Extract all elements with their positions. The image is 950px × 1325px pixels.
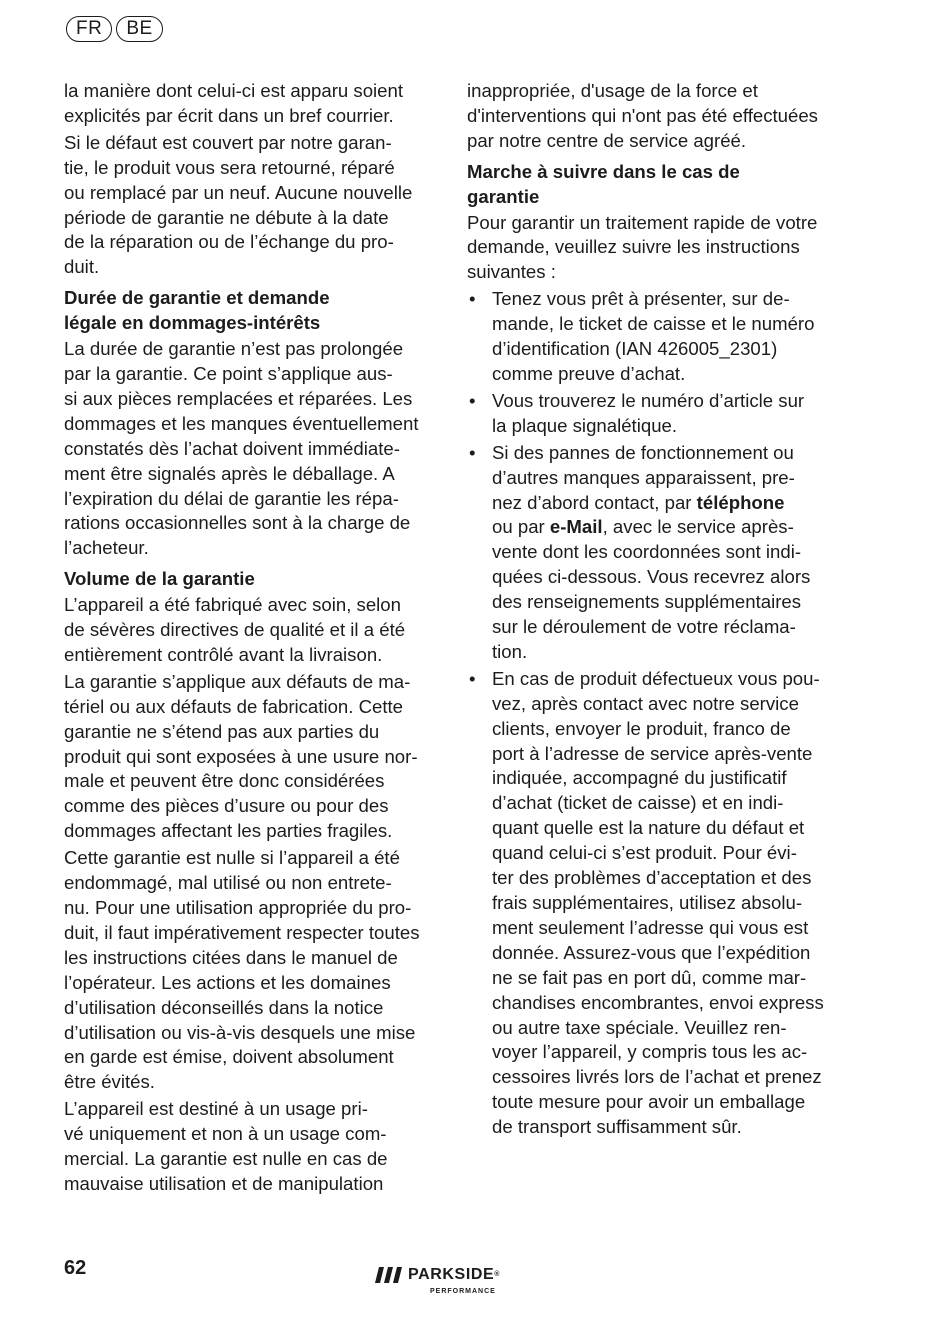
- list-item-text: ou par: [492, 516, 545, 538]
- bullet-icon: •: [469, 667, 476, 689]
- bullet-icon: •: [469, 389, 476, 411]
- list-item: [467, 287, 833, 387]
- list-item: [467, 441, 833, 665]
- language-badge-fr: FR: [66, 16, 112, 42]
- instructions-list: [467, 287, 833, 1140]
- emphasis-email: e-Mail: [549, 516, 603, 538]
- logo-brand-text: PARKSIDE: [408, 1266, 495, 1283]
- logo-subtitle: PERFORMANCE: [430, 1288, 496, 1295]
- page-number: 62: [64, 1257, 87, 1279]
- list-item-text: Si des pannes de fonctionnement ou d’autres manques apparaissent, pre- nez d’abord contact, par: [492, 441, 795, 513]
- paragraph: Si le défaut est couvert par notre garan- tie, le produit vous sera retourné, réparé ou remplacé par un neuf. Aucune nouvelle période de garantie ne débute à la date de la réparation ou de l’échange du pro- duit.: [64, 131, 413, 278]
- left-column: [64, 79, 432, 1199]
- paragraph: La garantie s’applique aux défauts de ma- tériel ou aux défauts de fabrication. Cette garantie ne s’étend pas aux parties du produit qui sont exposées à une usure nor- male et peuvent être donc considérées comme des pièces d’usure ou pour des dommages affectant les parties fragiles.: [64, 670, 418, 842]
- paragraph: La durée de garantie n’est pas prolongée par la garantie. Ce point s’applique aus- si aux pièces remplacées et réparées. Les dommages et les manques éventuellement constatés dès l’achat doivent immédiate- ment être signalés après le déballage. A l’expiration du délai de garantie les répa- rations occasionnelles sont à la charge de l’acheteur.: [64, 338, 419, 559]
- list-item-text: , avec le service après- vente dont les coordonnées sont indi- quées ci-dessous. Vous recevrez alors des renseignements supplémentaires sur le déroulement de votre réclama- tion.: [492, 516, 811, 662]
- bullet-icon: •: [469, 288, 476, 310]
- language-badge-be: BE: [116, 16, 162, 42]
- logo-registered-mark: ®: [494, 1271, 501, 1278]
- section-heading-volume-garantie: Volume de la garantie: [64, 568, 255, 590]
- section-heading-marche-a-suivre: Marche à suivre dans le cas de garantie: [467, 160, 740, 207]
- paragraph: Cette garantie est nulle si l’appareil a été endommagé, mal utilisé ou non entrete- nu. Pour une utilisation appropriée du pro- duit, il faut impérativement respecter toutes les instructions citées dans le manuel de l’opérateur. Les actions et les domaines d’utilisation déconseillés dans la notice d’utilisation ou vis-à-vis desquels une mise en garde est émise, doivent absolument être évités.: [64, 847, 420, 1093]
- right-column: [467, 79, 833, 1142]
- paragraph: Pour garantir un traitement rapide de votre demande, veuillez suivre les instructions suivantes :: [467, 211, 818, 283]
- paragraph: la manière dont celui-ci est apparu soient explicités par écrit dans un bref courrier.: [64, 80, 404, 126]
- list-item: [467, 667, 833, 1140]
- parkside-logo: [375, 1266, 525, 1298]
- paragraph: inappropriée, d'usage de la force et d'interventions qui n'ont pas été effectuées par notre centre de service agréé.: [467, 80, 818, 151]
- list-item-text: Vous trouverez le numéro d’article sur la plaque signalétique.: [492, 389, 805, 436]
- section-heading-duree-garantie: Durée de garantie et demande légale en dommages-intérêts: [64, 287, 330, 334]
- emphasis-telephone: téléphone: [696, 491, 785, 513]
- paragraph: L’appareil a été fabriqué avec soin, selon de sévères directives de qualité et il a été entièrement contrôlé avant la livraison.: [64, 594, 406, 665]
- list-item-text: En cas de produit défectueux vous pou- vez, après contact avec notre service clients, envoyer le produit, franco de port à l’adresse de service après-vente indiquée, accompagné du justificatif d’achat (ticket de caisse) et en indi- quant quelle est la nature du défaut et quand celui-ci s’est produit. Pour évi- ter des problèmes d’acceptation et des frais supplémentaires, utilisez absolu- ment seulement l’adresse qui vous est donnée. Assurez-vous que l’expédition ne se fait pas en port dû, comme mar- chandises encombrantes, envoi express ou autre taxe spéciale. Veuillez ren- voyer l’appareil, y compris tous les ac- cessoires livrés lors de l’achat et prenez toute mesure pour avoir un emballage de transport suffisamment sûr.: [492, 667, 824, 1138]
- list-item: [467, 389, 833, 439]
- logo-stripes-icon: [375, 1267, 403, 1283]
- list-item-text: Tenez vous prêt à présenter, sur de- mande, le ticket de caisse et le numéro d’identification (IAN 426005_2301) comme preuve d’achat.: [492, 288, 815, 384]
- bullet-icon: •: [469, 441, 476, 463]
- logo-brand: [408, 1265, 500, 1285]
- paragraph: L’appareil est destiné à un usage pri- vé uniquement et non à un usage com- mercial. La garantie est nulle en cas de mauvaise utilisation et de manipulation: [64, 1098, 388, 1194]
- language-badges: [66, 16, 163, 42]
